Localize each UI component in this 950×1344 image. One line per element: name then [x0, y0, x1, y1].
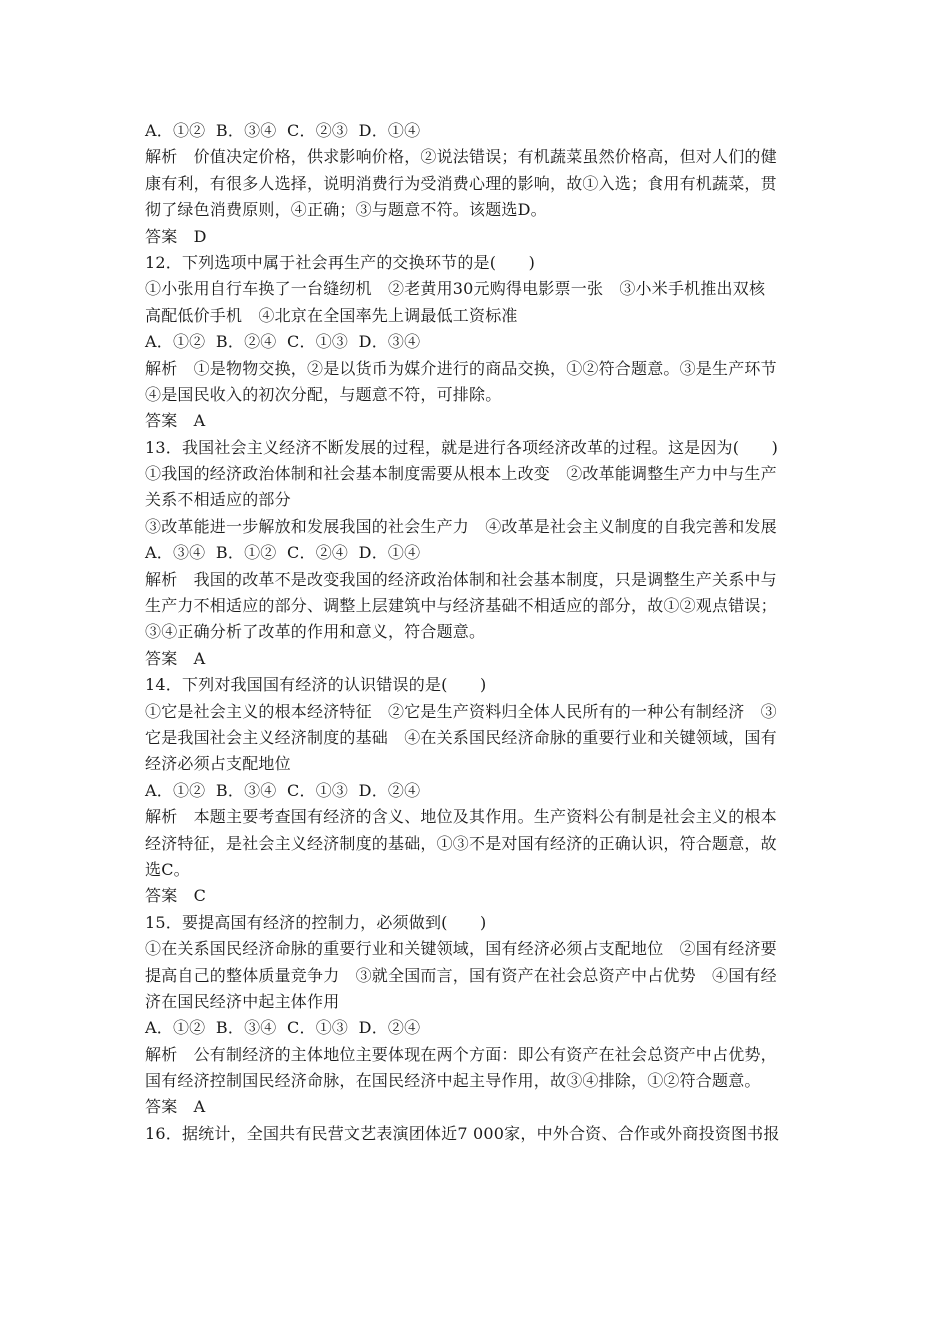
text-line: 解析 价值决定价格，供求影响价格，②说法错误；有机蔬菜虽然价格高，但对人们的健: [145, 147, 777, 167]
text-line: ①它是社会主义的根本经济特征 ②它是生产资料归全体人民所有的一种公有制经济 ③: [145, 701, 777, 721]
text-line: 16．据统计，全国共有民营文艺表演团体近7 000家，中外合资、合作或外商投资图书报: [145, 1123, 780, 1143]
text-line: 解析 公有制经济的主体地位主要体现在两个方面：即公有资产在社会总资产中占优势，: [145, 1044, 777, 1064]
text-line: 高配低价手机 ④北京在全国率先上调最低工资标准: [145, 305, 518, 325]
text-line: ④是国民收入的初次分配，与题意不符，可排除。: [145, 384, 502, 404]
text-line: 关系不相适应的部分: [145, 490, 291, 510]
text-line: 选C。: [145, 859, 190, 879]
text-line: 经济特征，是社会主义经济制度的基础，①③不是对国有经济的正确认识，符合题意，故: [145, 833, 777, 853]
text-line: 经济必须占支配地位: [145, 754, 291, 774]
text-line: ③④正确分析了改革的作用和意义，符合题意。: [145, 622, 486, 642]
text-line: 康有利，有很多人选择，说明消费行为受消费心理的影响，故①入选；食用有机蔬菜，贯: [145, 173, 777, 193]
text-line: ①小张用自行车换了一台缝纫机 ②老黄用30元购得电影票一张 ③小米手机推出双核: [145, 279, 766, 299]
text-line: 14．下列对我国国有经济的认识错误的是( ): [145, 675, 487, 695]
text-line: 15．要提高国有经济的控制力，必须做到( ): [145, 912, 487, 932]
text-line: 12．下列选项中属于社会再生产的交换环节的是( ): [145, 252, 536, 272]
text-line: 它是我国社会主义经济制度的基础 ④在关系国民经济命脉的重要行业和关键领域，国有: [145, 727, 777, 747]
text-line: ①我国的经济政治体制和社会基本制度需要从根本上改变 ②改革能调整生产力中与生产: [145, 464, 777, 484]
text-line: A．①② B．③④ C．②③ D．①④: [145, 121, 421, 140]
text-line: 答案 A: [145, 411, 206, 431]
text-line: 国有经济控制国民经济命脉，在国民经济中起主导作用，故③④排除，①②符合题意。: [145, 1071, 761, 1091]
text-line: A．①② B．②④ C．①③ D．③④: [145, 332, 421, 352]
text-line: A．①② B．③④ C．①③ D．②④: [145, 1018, 421, 1038]
text-line: 生产力不相适应的部分、调整上层建筑中与经济基础不相适应的部分，故①②观点错误；: [145, 596, 777, 616]
text-line: A．③④ B．①② C．②④ D．①④: [145, 543, 421, 563]
text-line: ①在关系国民经济命脉的重要行业和关键领域，国有经济必须占支配地位 ②国有经济要: [145, 939, 777, 959]
document-body: [145, 118, 813, 1147]
text-line: 解析 本题主要考查国有经济的含义、地位及其作用。生产资料公有制是社会主义的根本: [145, 807, 777, 827]
text-line: 答案 A: [145, 1097, 206, 1117]
text-line: 解析 我国的改革不是改变我国的经济政治体制和社会基本制度，只是调整生产关系中与: [145, 569, 777, 589]
text-line: 答案 C: [145, 886, 207, 906]
text-line: ③改革能进一步解放和发展我国的社会生产力 ④改革是社会主义制度的自我完善和发展: [145, 516, 777, 536]
text-line: 提高自己的整体质量竞争力 ③就全国而言，国有资产在社会总资产中占优势 ④国有经: [145, 965, 777, 985]
text-line: 彻了绿色消费原则，④正确；③与题意不符。该题选D。: [145, 200, 547, 220]
text-line: 答案 A: [145, 648, 206, 668]
text-line: 13．我国社会主义经济不断发展的过程，就是进行各项经济改革的过程。这是因为( ): [145, 437, 779, 457]
text-line: 解析 ①是物物交换，②是以货币为媒介进行的商品交换，①②符合题意。③是生产环节: [145, 358, 777, 378]
text-line: 济在国民经济中起主体作用: [145, 991, 340, 1011]
text-line: 答案 D: [145, 226, 207, 246]
text-line: A．①② B．③④ C．①③ D．②④: [145, 780, 421, 800]
